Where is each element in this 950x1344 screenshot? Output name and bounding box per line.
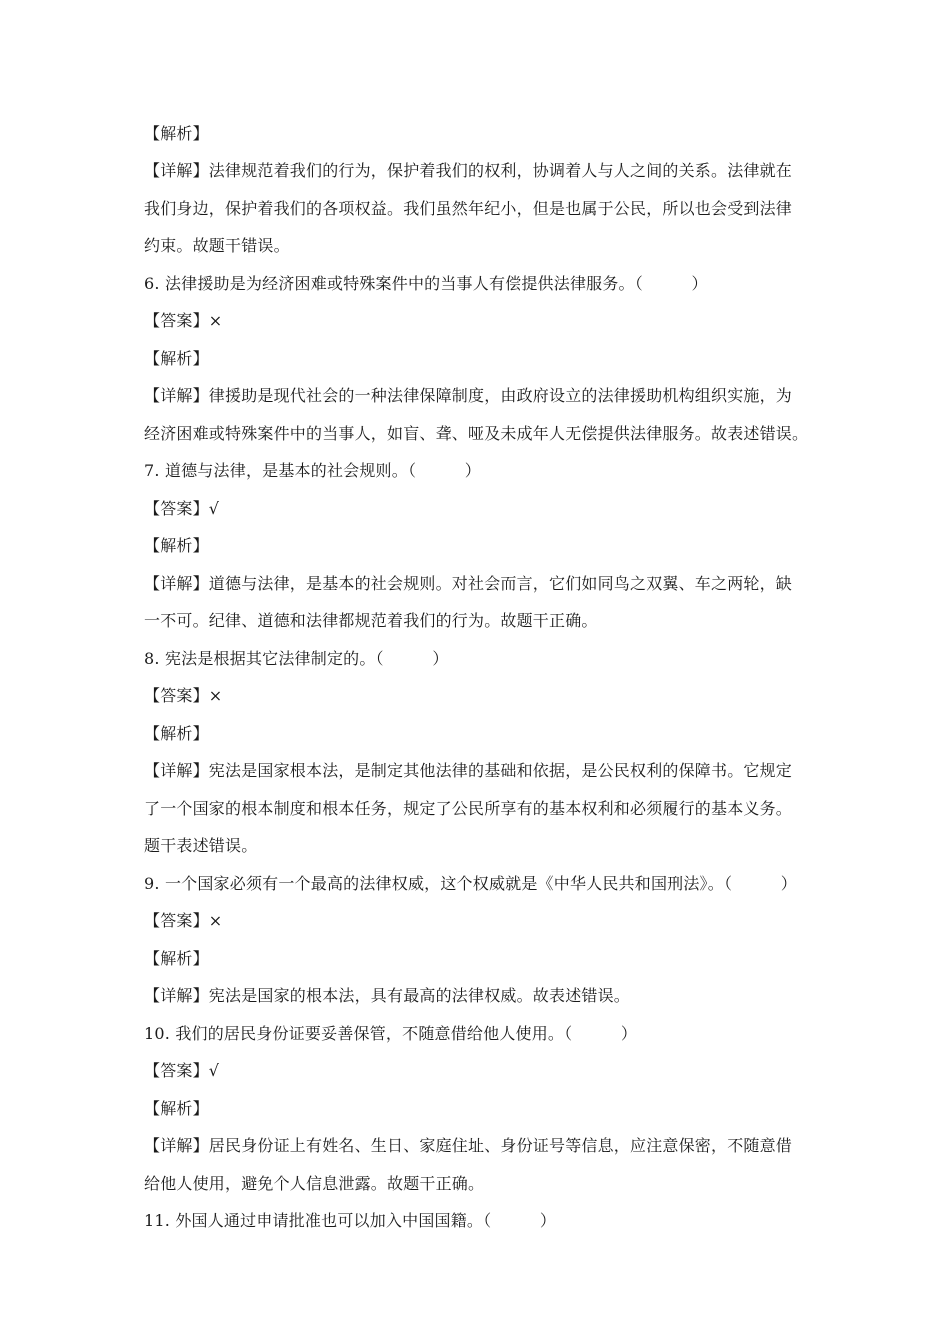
analysis-heading: 【解析】 <box>144 1099 209 1118</box>
answer-label: 【答案】× <box>144 911 223 930</box>
answer-label: 【答案】× <box>144 311 223 330</box>
detail-text-line: 【详解】宪法是国家的根本法，具有最高的法律权威。故表述错误。 <box>144 986 631 1005</box>
question-8: 8. 宪法是根据其它法律制定的。（ ） <box>144 649 449 668</box>
detail-text-line: 了一个国家的根本制度和根本任务，规定了公民所享有的基本权利和必须履行的基本义务。 <box>144 799 793 818</box>
detail-text-line: 给他人使用，避免个人信息泄露。故题干正确。 <box>144 1174 485 1193</box>
question-9: 9. 一个国家必须有一个最高的法律权威，这个权威就是《中华人民共和国刑法》。（ ） <box>144 874 797 893</box>
answer-label: 【答案】× <box>144 686 223 705</box>
analysis-heading: 【解析】 <box>144 349 209 368</box>
analysis-heading: 【解析】 <box>144 949 209 968</box>
question-10: 10. 我们的居民身份证要妥善保管，不随意借给他人使用。（ ） <box>144 1024 638 1043</box>
analysis-heading: 【解析】 <box>144 536 209 555</box>
question-7: 7. 道德与法律，是基本的社会规则。（ ） <box>144 461 481 480</box>
detail-text-line: 【详解】宪法是国家根本法，是制定其他法律的基础和依据，是公民权利的保障书。它规定 <box>144 761 793 780</box>
analysis-heading: 【解析】 <box>144 124 209 143</box>
question-6: 6. 法律援助是为经济困难或特殊案件中的当事人有偿提供法律服务。（ ） <box>144 274 708 293</box>
detail-text-line: 约束。故题干错误。 <box>144 236 290 255</box>
detail-text-line: 题干表述错误。 <box>144 836 258 855</box>
detail-text-line: 一不可。纪律、道德和法律都规范着我们的行为。故题干正确。 <box>144 611 598 630</box>
detail-text-line: 我们身边，保护着我们的各项权益。我们虽然年纪小，但是也属于公民，所以也会受到法律 <box>144 199 793 218</box>
answer-label: 【答案】√ <box>144 499 220 518</box>
detail-text-line: 【详解】居民身份证上有姓名、生日、家庭住址、身份证号等信息，应注意保密，不随意借 <box>144 1136 793 1155</box>
detail-text-line: 【详解】道德与法律，是基本的社会规则。对社会而言，它们如同鸟之双翼、车之两轮，缺 <box>144 574 793 593</box>
answer-label: 【答案】√ <box>144 1061 220 1080</box>
question-11: 11. 外国人通过申请批准也可以加入中国国籍。（ ） <box>144 1211 557 1230</box>
detail-text-line: 【详解】法律规范着我们的行为，保护着我们的权利，协调着人与人之间的关系。法律就在 <box>144 161 793 180</box>
analysis-heading: 【解析】 <box>144 724 209 743</box>
detail-text-line: 经济困难或特殊案件中的当事人，如盲、聋、哑及未成年人无偿提供法律服务。故表述错误。 <box>144 424 809 443</box>
detail-text-line: 【详解】律援助是现代社会的一种法律保障制度，由政府设立的法律援助机构组织实施，为 <box>144 386 793 405</box>
